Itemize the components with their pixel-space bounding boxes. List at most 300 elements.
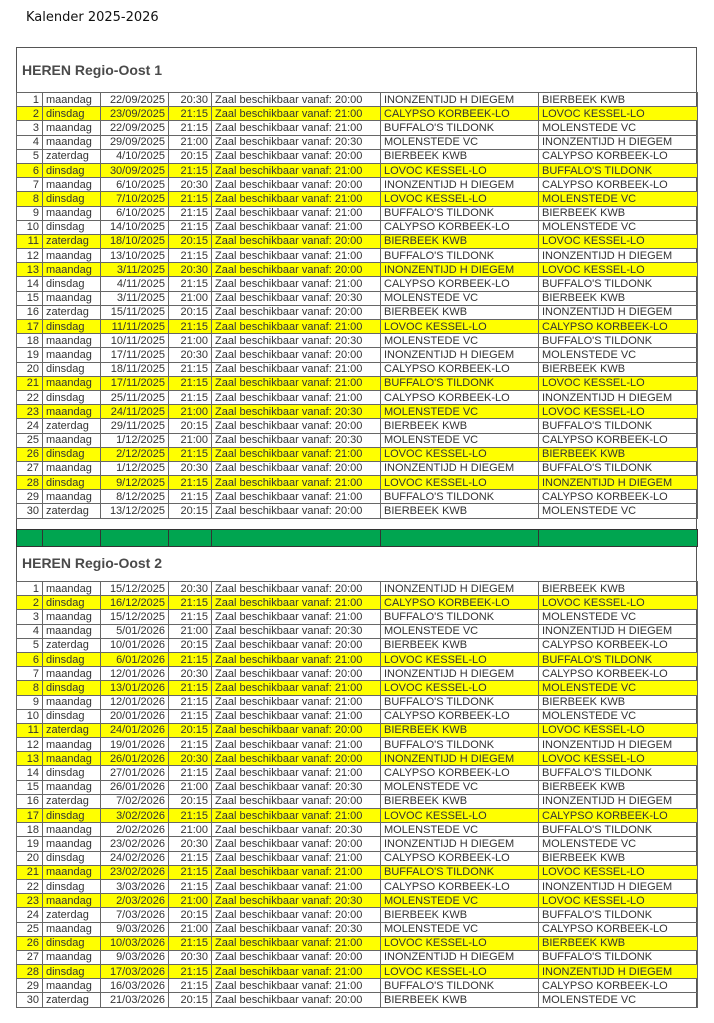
match-date: 14/10/2025 [101,220,169,234]
match-number: 18 [17,334,43,348]
hall-availability: Zaal beschikbaar vanaf: 20:00 [212,794,381,808]
match-day: zaterdag [43,504,101,518]
match-day: maandag [43,780,101,794]
match-number: 30 [17,993,43,1007]
match-date: 15/12/2025 [101,582,169,596]
match-day: maandag [43,249,101,263]
away-team: BUFFALO'S TILDONK [539,461,698,475]
table-row [17,894,698,908]
home-team: INONZENTIJD H DIEGEM [381,178,539,192]
match-number: 12 [17,249,43,263]
match-time: 21:15 [169,809,212,823]
away-team: CALYPSO KORBEEK-LO [539,979,698,993]
match-date: 26/01/2026 [101,780,169,794]
match-day: maandag [43,461,101,475]
match-date: 9/12/2025 [101,476,169,490]
hall-availability: Zaal beschikbaar vanaf: 20:30 [212,823,381,837]
match-time: 21:15 [169,965,212,979]
hall-availability: Zaal beschikbaar vanaf: 21:00 [212,376,381,390]
match-time: 21:15 [169,652,212,666]
match-day: maandag [43,752,101,766]
match-time: 21:15 [169,163,212,177]
table-row [17,334,698,348]
home-team: BIERBEEK KWB [381,234,539,248]
hall-availability: Zaal beschikbaar vanaf: 21:00 [212,695,381,709]
match-day: maandag [43,894,101,908]
match-day: dinsdag [43,709,101,723]
match-time: 21:15 [169,879,212,893]
match-date: 11/11/2025 [101,320,169,334]
table-row [17,709,698,723]
match-date: 29/09/2025 [101,135,169,149]
match-number: 24 [17,419,43,433]
away-team: LOVOC KESSEL-LO [539,596,698,610]
match-number: 6 [17,652,43,666]
match-date: 13/01/2026 [101,681,169,695]
home-team: MOLENSTEDE VC [381,894,539,908]
table-row [17,433,698,447]
match-date: 19/01/2026 [101,738,169,752]
match-time: 21:15 [169,979,212,993]
home-team: CALYPSO KORBEEK-LO [381,390,539,404]
hall-availability: Zaal beschikbaar vanaf: 21:00 [212,447,381,461]
home-team: BUFFALO'S TILDONK [381,695,539,709]
hall-availability: Zaal beschikbaar vanaf: 21:00 [212,121,381,135]
away-team: BUFFALO'S TILDONK [539,908,698,922]
match-number: 2 [17,107,43,121]
match-time: 21:15 [169,681,212,695]
match-number: 6 [17,163,43,177]
away-team: INONZENTIJD H DIEGEM [539,624,698,638]
hall-availability: Zaal beschikbaar vanaf: 21:00 [212,766,381,780]
match-number: 25 [17,433,43,447]
table-row [17,249,698,263]
match-time: 21:15 [169,390,212,404]
match-day: maandag [43,348,101,362]
match-date: 10/11/2025 [101,334,169,348]
away-team: BUFFALO'S TILDONK [539,766,698,780]
home-team: BUFFALO'S TILDONK [381,490,539,504]
hall-availability: Zaal beschikbaar vanaf: 21:00 [212,163,381,177]
match-number: 27 [17,461,43,475]
home-team: LOVOC KESSEL-LO [381,163,539,177]
match-date: 29/11/2025 [101,419,169,433]
home-team: MOLENSTEDE VC [381,334,539,348]
table-row [17,362,698,376]
match-day: dinsdag [43,390,101,404]
page-title: Kalender 2025-2026 [26,10,159,25]
match-day: zaterdag [43,305,101,319]
away-team: INONZENTIJD H DIEGEM [539,738,698,752]
hall-availability: Zaal beschikbaar vanaf: 21:00 [212,738,381,752]
table-row [17,305,698,319]
match-time: 21:15 [169,476,212,490]
match-time: 21:15 [169,121,212,135]
home-team: INONZENTIJD H DIEGEM [381,752,539,766]
away-team: BIERBEEK KWB [539,206,698,220]
hall-availability: Zaal beschikbaar vanaf: 20:00 [212,950,381,964]
table-row [17,879,698,893]
hall-availability: Zaal beschikbaar vanaf: 20:30 [212,433,381,447]
match-date: 24/11/2025 [101,405,169,419]
match-time: 21:00 [169,823,212,837]
match-number: 8 [17,192,43,206]
match-day: maandag [43,135,101,149]
match-time: 20:30 [169,348,212,362]
table-row [17,979,698,993]
home-team: LOVOC KESSEL-LO [381,447,539,461]
match-time: 21:15 [169,107,212,121]
hall-availability: Zaal beschikbaar vanaf: 21:00 [212,979,381,993]
table-row [17,135,698,149]
table-row [17,950,698,964]
match-day: maandag [43,405,101,419]
match-number: 10 [17,709,43,723]
match-time: 21:15 [169,610,212,624]
table-row [17,638,698,652]
match-day: dinsdag [43,163,101,177]
away-team: BIERBEEK KWB [539,93,698,107]
hall-availability: Zaal beschikbaar vanaf: 21:00 [212,681,381,695]
match-number: 2 [17,596,43,610]
hall-availability: Zaal beschikbaar vanaf: 20:00 [212,504,381,518]
table-row [17,206,698,220]
match-number: 22 [17,879,43,893]
hall-availability: Zaal beschikbaar vanaf: 20:30 [212,135,381,149]
match-time: 21:15 [169,766,212,780]
match-date: 3/11/2025 [101,291,169,305]
match-date: 15/11/2025 [101,305,169,319]
match-time: 20:30 [169,582,212,596]
home-team: LOVOC KESSEL-LO [381,681,539,695]
away-team: CALYPSO KORBEEK-LO [539,149,698,163]
match-time: 21:15 [169,865,212,879]
match-time: 21:15 [169,320,212,334]
match-number: 28 [17,965,43,979]
table-row [17,794,698,808]
match-number: 22 [17,390,43,404]
home-team: CALYPSO KORBEEK-LO [381,277,539,291]
away-team: LOVOC KESSEL-LO [539,894,698,908]
match-date: 16/03/2026 [101,979,169,993]
hall-availability: Zaal beschikbaar vanaf: 20:30 [212,291,381,305]
hall-availability: Zaal beschikbaar vanaf: 20:00 [212,419,381,433]
away-team: BUFFALO'S TILDONK [539,163,698,177]
match-date: 8/12/2025 [101,490,169,504]
home-team: BIERBEEK KWB [381,504,539,518]
hall-availability: Zaal beschikbaar vanaf: 20:00 [212,461,381,475]
away-team: INONZENTIJD H DIEGEM [539,135,698,149]
hall-availability: Zaal beschikbaar vanaf: 21:00 [212,277,381,291]
match-day: maandag [43,582,101,596]
home-team: INONZENTIJD H DIEGEM [381,461,539,475]
table-row [17,178,698,192]
away-team: MOLENSTEDE VC [539,504,698,518]
match-time: 21:15 [169,192,212,206]
table-row [17,667,698,681]
table-row [17,936,698,950]
hall-availability: Zaal beschikbaar vanaf: 20:00 [212,723,381,737]
match-time: 21:00 [169,780,212,794]
away-team: BIERBEEK KWB [539,780,698,794]
match-date: 18/10/2025 [101,234,169,248]
table-row [17,823,698,837]
match-number: 15 [17,291,43,305]
match-date: 30/09/2025 [101,163,169,177]
match-day: dinsdag [43,851,101,865]
home-team: BIERBEEK KWB [381,419,539,433]
match-day: maandag [43,291,101,305]
away-team: BIERBEEK KWB [539,936,698,950]
table-row [17,93,698,107]
match-time: 21:15 [169,220,212,234]
match-time: 21:15 [169,490,212,504]
match-number: 13 [17,752,43,766]
match-day: dinsdag [43,476,101,490]
hall-availability: Zaal beschikbaar vanaf: 20:30 [212,780,381,794]
home-team: MOLENSTEDE VC [381,823,539,837]
table-row [17,738,698,752]
away-team: MOLENSTEDE VC [539,121,698,135]
home-team: LOVOC KESSEL-LO [381,192,539,206]
match-time: 21:00 [169,135,212,149]
match-number: 19 [17,348,43,362]
match-day: maandag [43,865,101,879]
away-team: BUFFALO'S TILDONK [539,419,698,433]
hall-availability: Zaal beschikbaar vanaf: 21:00 [212,809,381,823]
match-day: maandag [43,837,101,851]
match-day: dinsdag [43,220,101,234]
home-team: BUFFALO'S TILDONK [381,738,539,752]
match-day: dinsdag [43,809,101,823]
match-day: maandag [43,738,101,752]
match-date: 23/09/2025 [101,107,169,121]
table-row [17,681,698,695]
away-team: MOLENSTEDE VC [539,681,698,695]
hall-availability: Zaal beschikbaar vanaf: 21:00 [212,249,381,263]
match-day: dinsdag [43,766,101,780]
away-team: BIERBEEK KWB [539,362,698,376]
match-time: 20:15 [169,993,212,1007]
match-date: 17/11/2025 [101,348,169,362]
match-number: 4 [17,135,43,149]
home-team: BUFFALO'S TILDONK [381,249,539,263]
match-day: maandag [43,121,101,135]
match-day: dinsdag [43,681,101,695]
match-number: 24 [17,908,43,922]
away-team: LOVOC KESSEL-LO [539,376,698,390]
match-number: 11 [17,723,43,737]
match-time: 21:15 [169,376,212,390]
home-team: BUFFALO'S TILDONK [381,865,539,879]
match-date: 6/10/2025 [101,206,169,220]
home-team: BIERBEEK KWB [381,149,539,163]
match-day: maandag [43,823,101,837]
match-day: maandag [43,922,101,936]
table-row [17,348,698,362]
match-date: 16/12/2025 [101,596,169,610]
table-row [17,107,698,121]
hall-availability: Zaal beschikbaar vanaf: 21:00 [212,192,381,206]
match-time: 20:15 [169,908,212,922]
away-team: INONZENTIJD H DIEGEM [539,965,698,979]
table-row [17,723,698,737]
match-time: 20:15 [169,149,212,163]
match-date: 3/11/2025 [101,263,169,277]
match-time: 20:15 [169,794,212,808]
match-day: zaterdag [43,234,101,248]
match-number: 23 [17,405,43,419]
match-time: 21:15 [169,277,212,291]
hall-availability: Zaal beschikbaar vanaf: 20:00 [212,234,381,248]
home-team: LOVOC KESSEL-LO [381,936,539,950]
table-row [17,376,698,390]
away-team: LOVOC KESSEL-LO [539,865,698,879]
match-day: zaterdag [43,419,101,433]
hall-availability: Zaal beschikbaar vanaf: 20:30 [212,334,381,348]
match-day: maandag [43,950,101,964]
home-team: CALYPSO KORBEEK-LO [381,851,539,865]
table-row [17,766,698,780]
hall-availability: Zaal beschikbaar vanaf: 20:00 [212,908,381,922]
table-row [17,390,698,404]
match-day: maandag [43,263,101,277]
hall-availability: Zaal beschikbaar vanaf: 21:00 [212,610,381,624]
match-number: 10 [17,220,43,234]
hall-availability: Zaal beschikbaar vanaf: 21:00 [212,107,381,121]
match-day: dinsdag [43,192,101,206]
match-day: maandag [43,695,101,709]
match-date: 22/09/2025 [101,121,169,135]
away-team: INONZENTIJD H DIEGEM [539,390,698,404]
home-team: MOLENSTEDE VC [381,291,539,305]
match-time: 20:15 [169,234,212,248]
away-team: CALYPSO KORBEEK-LO [539,638,698,652]
hall-availability: Zaal beschikbaar vanaf: 21:00 [212,865,381,879]
table-row [17,476,698,490]
away-team: MOLENSTEDE VC [539,220,698,234]
match-number: 7 [17,178,43,192]
match-date: 10/01/2026 [101,638,169,652]
table-row [17,965,698,979]
match-time: 20:30 [169,178,212,192]
match-date: 23/02/2026 [101,837,169,851]
home-team: CALYPSO KORBEEK-LO [381,766,539,780]
home-team: MOLENSTEDE VC [381,780,539,794]
match-time: 20:15 [169,305,212,319]
match-day: maandag [43,178,101,192]
match-time: 20:15 [169,638,212,652]
match-number: 16 [17,305,43,319]
hall-availability: Zaal beschikbaar vanaf: 20:30 [212,922,381,936]
match-number: 28 [17,476,43,490]
match-date: 7/02/2026 [101,794,169,808]
hall-availability: Zaal beschikbaar vanaf: 21:00 [212,220,381,234]
match-number: 18 [17,823,43,837]
match-day: zaterdag [43,723,101,737]
home-team: CALYPSO KORBEEK-LO [381,596,539,610]
match-number: 5 [17,149,43,163]
match-date: 7/03/2026 [101,908,169,922]
home-team: INONZENTIJD H DIEGEM [381,263,539,277]
home-team: LOVOC KESSEL-LO [381,809,539,823]
match-day: zaterdag [43,908,101,922]
home-team: LOVOC KESSEL-LO [381,652,539,666]
away-team: BUFFALO'S TILDONK [539,334,698,348]
home-team: CALYPSO KORBEEK-LO [381,362,539,376]
match-day: dinsdag [43,277,101,291]
hall-availability: Zaal beschikbaar vanaf: 21:00 [212,709,381,723]
match-day: dinsdag [43,965,101,979]
match-date: 23/02/2026 [101,865,169,879]
match-number: 17 [17,320,43,334]
match-number: 11 [17,234,43,248]
match-number: 14 [17,277,43,291]
match-number: 9 [17,695,43,709]
match-date: 12/01/2026 [101,667,169,681]
away-team: LOVOC KESSEL-LO [539,263,698,277]
match-number: 20 [17,851,43,865]
match-time: 21:15 [169,695,212,709]
away-team: BIERBEEK KWB [539,291,698,305]
match-number: 16 [17,794,43,808]
table-row [17,291,698,305]
home-team: INONZENTIJD H DIEGEM [381,582,539,596]
hall-availability: Zaal beschikbaar vanaf: 20:00 [212,993,381,1007]
table-row [17,461,698,475]
match-number: 5 [17,638,43,652]
away-team: CALYPSO KORBEEK-LO [539,490,698,504]
match-date: 26/01/2026 [101,752,169,766]
hall-availability: Zaal beschikbaar vanaf: 20:00 [212,178,381,192]
match-day: dinsdag [43,936,101,950]
match-time: 21:00 [169,433,212,447]
table-row [17,405,698,419]
away-team: CALYPSO KORBEEK-LO [539,667,698,681]
match-date: 15/12/2025 [101,610,169,624]
match-time: 21:15 [169,596,212,610]
match-day: maandag [43,667,101,681]
match-day: maandag [43,979,101,993]
home-team: BIERBEEK KWB [381,993,539,1007]
hall-availability: Zaal beschikbaar vanaf: 20:30 [212,894,381,908]
match-date: 17/11/2025 [101,376,169,390]
schedule-table-2 [16,581,698,1008]
home-team: BUFFALO'S TILDONK [381,376,539,390]
home-team: LOVOC KESSEL-LO [381,476,539,490]
away-team: BIERBEEK KWB [539,695,698,709]
match-date: 24/01/2026 [101,723,169,737]
table-row [17,234,698,248]
home-team: BUFFALO'S TILDONK [381,979,539,993]
table-row [17,419,698,433]
match-date: 1/12/2025 [101,433,169,447]
match-date: 4/10/2025 [101,149,169,163]
match-date: 2/12/2025 [101,447,169,461]
home-team: INONZENTIJD H DIEGEM [381,93,539,107]
table-row [17,582,698,596]
match-time: 20:15 [169,419,212,433]
hall-availability: Zaal beschikbaar vanaf: 20:00 [212,837,381,851]
match-date: 22/09/2025 [101,93,169,107]
match-day: zaterdag [43,993,101,1007]
home-team: CALYPSO KORBEEK-LO [381,107,539,121]
match-date: 27/01/2026 [101,766,169,780]
home-team: MOLENSTEDE VC [381,922,539,936]
home-team: INONZENTIJD H DIEGEM [381,950,539,964]
match-number: 14 [17,766,43,780]
match-time: 21:00 [169,922,212,936]
